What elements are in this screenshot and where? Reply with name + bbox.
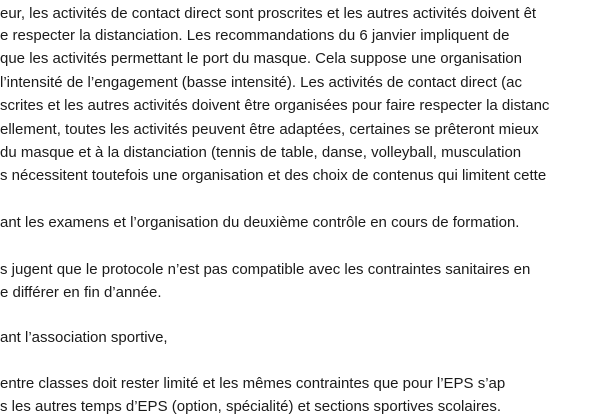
paragraph-1-line-2: e respecter la distanciation. Les recommandations du 6 janvier impliquent de [0, 27, 510, 44]
paragraph-1-line-5: scrites et les autres activités doivent être organisées pour faire respecter la distanc [0, 97, 550, 114]
paragraph-1-line-4: l’intensité de l’engagement (basse intensité). Les activités de contact direct (ac [0, 74, 522, 91]
paragraph-3-line-1: s jugent que le protocole n’est pas compatible avec les contraintes sanitaires en [0, 261, 531, 278]
paragraph-2-line-1: ant les examens et l’organisation du deuxième contrôle en cours de formation. [0, 214, 520, 231]
paragraph-1-line-8: s nécessitent toutefois une organisation et des choix de contenus qui limitent cette [0, 167, 547, 184]
paragraph-1-line-6: ellement, toutes les activités peuvent être adaptées, certaines se prêteront mieux [0, 121, 539, 138]
paragraph-1-line-3: que les activités permettant le port du masque. Cela suppose une organisation [0, 50, 522, 67]
paragraph-5-line-2: s les autres temps d’EPS (option, spécialité) et sections sportives scolaires. [0, 398, 502, 415]
paragraph-1-line-7: du masque et à la distanciation (tennis de table, danse, volleyball, musculation [0, 144, 522, 161]
paragraph-5-line-1: entre classes doit rester limité et les mêmes contraintes que pour l’EPS s’ap [0, 375, 506, 392]
paragraph-4-line-1: ant l’association sportive, [0, 329, 168, 346]
paragraph-1-line-1: eur, les activités de contact direct sont proscrites et les autres activités doivent êt [0, 5, 537, 22]
paragraph-3-line-2: e différer en fin d’année. [0, 284, 162, 301]
